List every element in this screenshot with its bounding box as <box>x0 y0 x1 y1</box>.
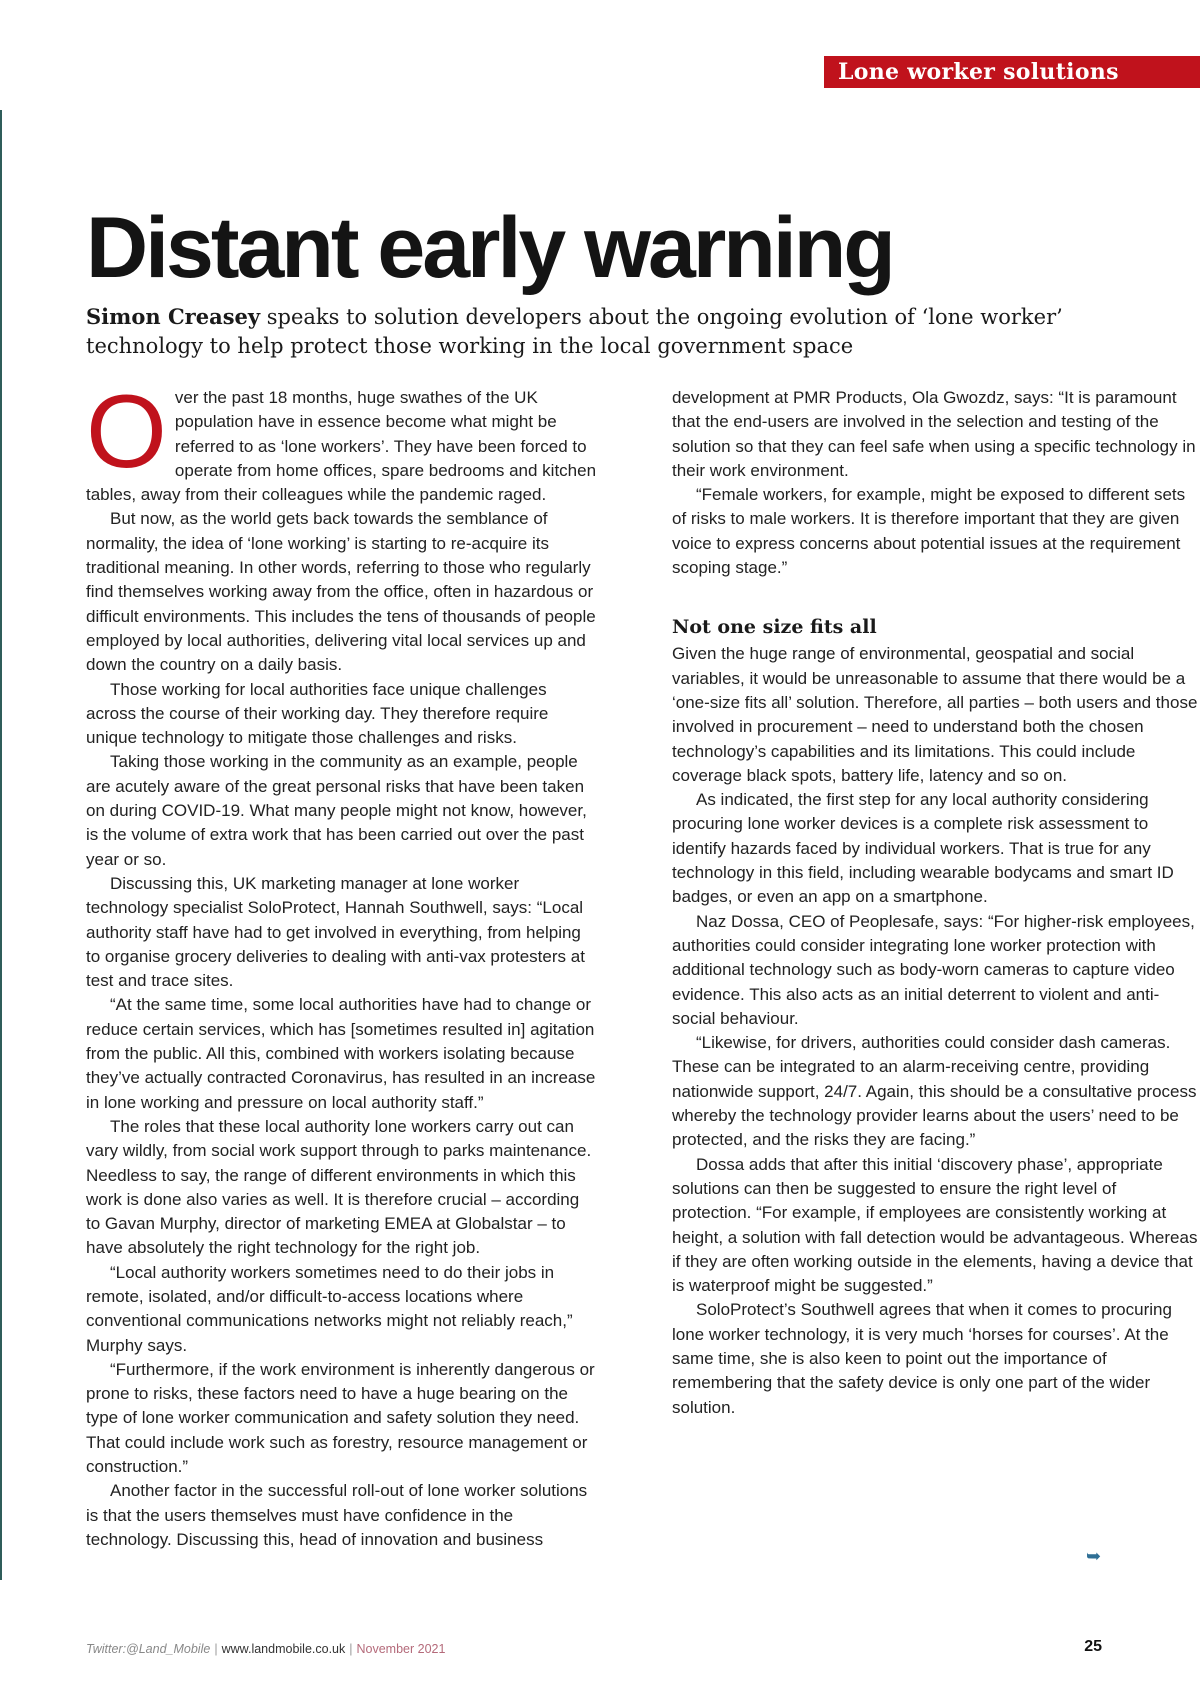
page-footer <box>86 1642 1086 1664</box>
arrow-right-icon: ➥ <box>1086 1546 1102 1566</box>
paragraph: Given the huge range of environmental, geospatial and social variables, it would be unreasonable to assume that there would be a ‘one-size fits all’ solution. Therefore, all parties – both users and those involved in procurement – need to understand both the chosen technology’s capabilities and its limitations. This could include coverage black spots, battery life, latency and so on. <box>672 644 1198 785</box>
paragraph: SoloProtect’s Southwell agrees that when it comes to procuring lone worker technology, it is very much ‘horses for courses’. At the same time, she is also keen to point out the importance of remembering that the safety device is only one part of the wider solution. <box>672 1300 1172 1417</box>
paragraph: “Furthermore, if the work environment is inherently dangerous or prone to risks, these factors need to have a huge bearing on the type of lone worker communication and safety solution they need. That could include work such as forestry, resource management or construction.” <box>86 1359 595 1477</box>
paragraph: development at PMR Products, Ola Gwozdz, says: “It is paramount that the end-users are involved in the selection and testing of the solution so that they can feel safe when using a specific technology in their work environment. <box>672 388 1196 480</box>
drop-cap: O <box>86 374 167 490</box>
paragraph: Over the past 18 months, huge swathes of the UK population have in essence become what might be referred to as ‘lone workers’. They have been forced to operate from home offices, spare bedrooms and kitchen tables, away from their colleagues while the pandemic raged. <box>86 374 597 505</box>
footer-separator: | <box>214 1642 218 1656</box>
standfirst-text: speaks to solution developers about the ongoing evolution of ‘lone worker’ technology to help protect those working in the local government space <box>86 305 1063 358</box>
paragraph: But now, as the world gets back towards the semblance of normality, the idea of ‘lone working’ is starting to re-acquire its traditional meaning. In other words, referring to those who regularly find themselves working away from the office, often in hazardous or difficult environments. This includes the tens of thousands of people employed by local authorities, delivering vital local services up and down the country on a daily basis. <box>86 509 596 675</box>
paragraph: Dossa adds that after this initial ‘discovery phase’, appropriate solutions can then be suggested to ensure the right level of protection. “For example, if employees are consistently working at height, a solution with fall detection would be advantageous. Whereas if they are often working outside in the elements, having a device that is waterproof might be suggested.” <box>672 1154 1198 1296</box>
left-column <box>86 374 598 1552</box>
article-standfirst <box>86 302 1086 361</box>
author-name: Simon Creasey <box>86 304 261 329</box>
subhead: Not one size fits all <box>672 616 877 639</box>
footer-twitter: Twitter:@Land_Mobile <box>86 1642 211 1656</box>
paragraph: “At the same time, some local authorities have had to change or reduce certain services, which has [sometimes resulted in] agitation from the public. All this, combined with workers isolating because they’ve actually contracted Coronavirus, has resulted in an increase in lone working and pressure on local authority staff.” <box>86 995 596 1112</box>
paragraph: The roles that these local authority lone workers carry out can vary wildly, from social work support through to parks maintenance. Needless to say, the range of different environments in which this work is done also varies as well. It is therefore crucial – according to Gavan Murphy, director of marketing EMEA at Globalstar – to have absolutely the right technology for the right job. <box>86 1116 592 1258</box>
right-column <box>672 386 1198 1420</box>
footer-separator: | <box>349 1642 353 1656</box>
footer-date: November 2021 <box>356 1642 446 1656</box>
paragraph: “Local authority workers sometimes need to do their jobs in remote, isolated, and/or difficult-to-access locations where conventional communications networks might not reliably reach,” Murphy says. <box>86 1262 573 1355</box>
paragraph: Taking those working in the community as an example, people are acutely aware of the great personal risks that have been taken on during COVID-19. What many people might not know, however, is the volume of extra work that has been carried out over the past year or so. <box>86 752 587 869</box>
left-margin-rule <box>0 110 2 1580</box>
paragraph: As indicated, the first step for any local authority considering procuring lone worker devices is a complete risk assessment to identify hazards faced by individual workers. That is true for any technology in this field, including wearable bodycams and smart ID badges, or even an app on a smartphone. <box>672 790 1174 907</box>
page-number: 25 <box>1084 1638 1102 1655</box>
section-tag: Lone worker solutions <box>824 56 1200 88</box>
paragraph: Another factor in the successful roll-out of lone worker solutions is that the users themselves must have confidence in the technology. Discussing this, head of innovation and business <box>86 1481 588 1549</box>
article-headline: Distant early warning <box>86 200 893 296</box>
paragraph: Naz Dossa, CEO of Peoplesafe, says: “For higher-risk employees, authorities could consider integrating lone worker protection with additional technology such as body-worn cameras to capture video evidence. This also acts as an initial deterrent to violent and anti-social behaviour. <box>672 911 1195 1028</box>
paragraph: Discussing this, UK marketing manager at lone worker technology specialist SoloProtect, Hannah Southwell, says: “Local authority staff have had to get involved in everything, from helping to organise grocery deliveries to dealing with anti-vax protesters at test and trace sites. <box>86 873 585 991</box>
paragraph: Those working for local authorities face unique challenges across the course of their working day. They therefore require unique technology to mitigate those challenges and risks. <box>86 679 549 748</box>
paragraph: “Likewise, for drivers, authorities could consider dash cameras. These can be integrated to an alarm-receiving centre, providing nationwide support, 24/7. Again, this should be a consultative process whereby the technology provider learns about the users’ need to be protected, and the risks they are facing.” <box>672 1033 1197 1150</box>
footer-url: www.landmobile.co.uk <box>221 1642 346 1656</box>
paragraph: “Female workers, for example, might be exposed to different sets of risks to male workers. It is therefore important that they are given voice to express concerns about potential issues at the requirement scoping stage.” <box>672 485 1186 578</box>
